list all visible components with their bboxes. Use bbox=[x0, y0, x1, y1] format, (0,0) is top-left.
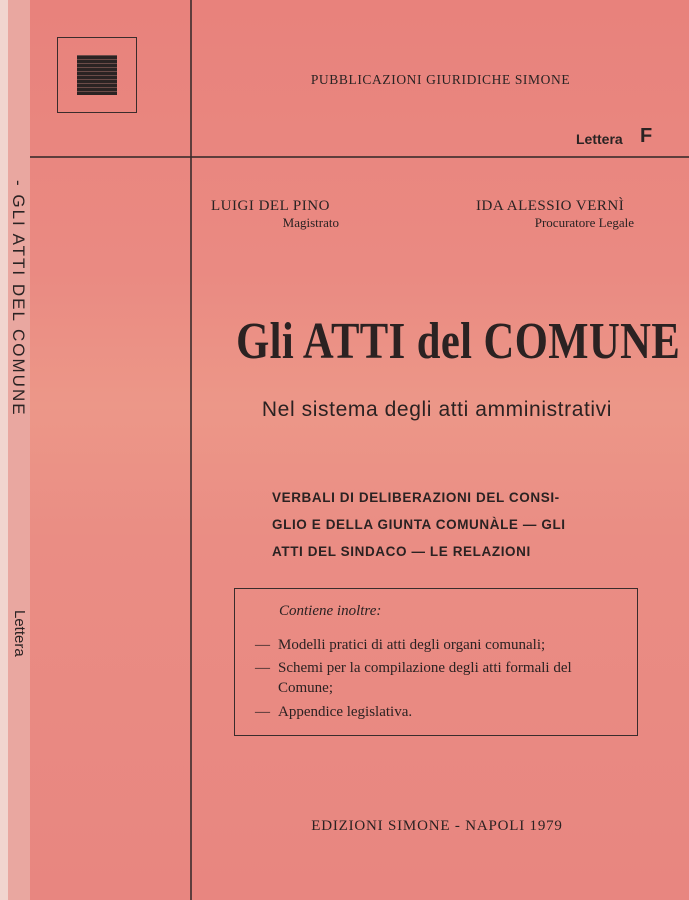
contents-summary-line: GLIO E DELLA GIUNTA COMUNÀLE — GLI bbox=[272, 517, 566, 532]
series-label: Lettera bbox=[576, 131, 623, 147]
contents-summary-line: ATTI DEL SINDACO — LE RELAZIONI bbox=[272, 544, 531, 559]
spine-title: - GLI ATTI DEL COMUNE bbox=[9, 180, 28, 417]
book-subtitle: Nel sistema degli atti amministrativi bbox=[261, 398, 613, 421]
publisher-logo bbox=[57, 37, 137, 113]
contents-summary-line: VERBALI DI DELIBERAZIONI DEL CONSI- bbox=[272, 490, 560, 505]
contents-list-item-text: Schemi per la compilazione degli atti formali del Comune; bbox=[278, 660, 572, 696]
dash-bullet: — bbox=[255, 637, 270, 653]
contents-list-item-text: Appendice legislativa. bbox=[278, 704, 413, 720]
author-name: IDA ALESSIO VERNÌ bbox=[476, 198, 625, 214]
vertical-rule bbox=[190, 0, 192, 900]
horizontal-rule bbox=[30, 156, 689, 158]
contents-box-heading: Contiene inoltre: bbox=[279, 603, 382, 619]
author-role: Procuratore Legale bbox=[534, 215, 634, 230]
author-name: LUIGI DEL PINO bbox=[211, 198, 330, 214]
logo-grid-icon bbox=[77, 55, 117, 95]
dash-bullet: — bbox=[255, 704, 270, 720]
book-title: Gli ATTI del COMUNE bbox=[236, 313, 681, 370]
author-role: Magistrato bbox=[282, 215, 339, 230]
dash-bullet: — bbox=[255, 660, 270, 676]
author-2 bbox=[476, 198, 636, 231]
series-letter: F bbox=[640, 125, 653, 147]
contents-summary bbox=[272, 484, 632, 565]
spine-lettera: Lettera bbox=[11, 610, 28, 657]
contents-box bbox=[234, 588, 638, 736]
spine bbox=[0, 0, 30, 900]
author-1 bbox=[211, 198, 361, 231]
contents-list-item-text: Modelli pratici di atti degli organi comunali; bbox=[278, 637, 546, 653]
imprint: EDIZIONI SIMONE - NAPOLI 1979 bbox=[311, 818, 563, 834]
publisher-series: PUBBLICAZIONI GIURIDICHE SIMONE bbox=[310, 72, 571, 87]
